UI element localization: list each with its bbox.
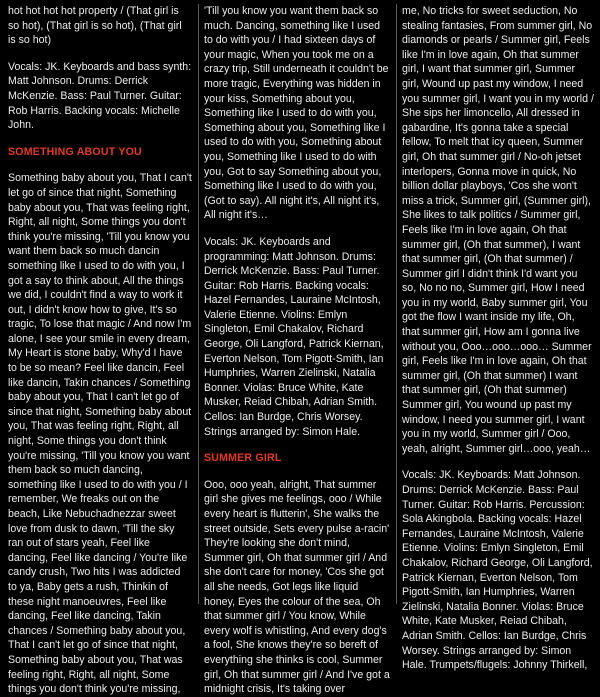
previous-song-credits: Vocals: JK. Keyboards and bass synth: Matt Johnson. Drums: Derrick McKenzie. Bass: Paul Turner. Guitar: Rob Harris. Backing vocals: Michelle John. xyxy=(8,60,192,132)
column-1 xyxy=(0,4,198,696)
column-3 xyxy=(396,4,600,672)
summer-girl-lyrics-continued: me, No tricks for sweet seduction, No stealing fantasies, From summer girl, No diamonds or pearls / Summer girl, Feels like I'm in love again, Oh that summer girl, I want that summer girl, Summer girl, Wound up past my window, I need you summer girl, I want you in my world / She sips her limoncello, All dressed in gabardine, It's gonna take a special fellow, To melt that icy queen, Summer girl, Oh that summer girl / No-oh jetset interlopers, Gonna move in quick, No billion dollar playboys, 'Cos she won't miss a trick, Summer girl, (Summer girl), She likes to talk politics / Summer girl, Feels like I'm in love again, Oh that summer girl, (Oh that summer), I want that summer girl, (Oh that summer) / Summer girl I didn't think I'd want you so, No no no, Summer girl, How I need you in my world, Baby summer girl, You got the flow I want inside my life, Oh, that summer girl, How am I gonna live without you, Ooo…ooo…ooo… Summer girl, Feels like I'm in love again, Oh that summer girl, (Oh that summer) I want that summer girl, (Oh that summer) Summer girl, You wound up past my window, I need you summer girl, I want you in my world, Summer girl / Ooo, yeah, alright, Summer girl…ooo, yeah… xyxy=(402,5,594,455)
column-divider xyxy=(396,4,397,604)
something-about-you-lyrics: Something baby about you, That I can't let go of since that night, Something baby about you, That was feeling right, Right, all night, Some things you don't think you're missing, 'Till you know you want them back so much dancin something like I used to do with you, I got a say to think about, All the things we did, I couldn't find a way to work it out, I didn't know how to give, It's so tragic, To lose that magic / And now I'm alone, I see your smile in every dream, My Heart is stone baby, Why'd I have to be so mean? Feel like dancin, Feel like dancin, Takin chances / Something baby about you, That I can't let go of since that night, Something baby about you, That was feeling right, Right, all night, Some things you don't think you're missing, 'Till you know you want them back so much dancing, something like I used to do with you / I remember, We freaks out on the beach, Like Nebuchadnezzar sweet love from dusk to dawn, 'Till the sky ran out of stars yeah, Feel like dancing, Feel like dancing / You're like candy crush, Two hits I was addicted to ya, Baby gets a rush, Thinkin of these night manoeuvres, Feel like dancing, Feel like dancing, Takin chances / Something baby about you, That I can't let go of since that night, Something baby about you, That was feeling right, Right, all night, Some things you don't think you're missing, xyxy=(8,172,192,696)
something-about-you-credits: Vocals: JK. Keyboards and programming: Matt Johnson. Drums: Derrick McKenzie. Bass: Paul Turner. Guitar: Rob Harris. Backing vocals: Hazel Fernandes, Lauraine McIntosh, Valerie Etienne. Violins: Emlyn Singleton, Emil Chakalov, Richard George, Oli Langford, Patrick Kiernan, Everton Nelson, Tom Pigott-Smith, Ian Humphries, Warren Zielinski, Natalia Bonner. Violas: Bruce White, Kate Musker, Reiad Chibah, Adrian Smith. Cellos: Ian Burdge, Chris Worsey. Strings arranged by: Simon Hale. xyxy=(204,235,384,438)
column-divider xyxy=(198,4,199,604)
summer-girl-credits: Vocals: JK. Keyboards: Matt Johnson. Drums: Derrick McKenzie. Bass: Paul Turner. Guitar: Rob Harris. Percussion: Sola Akingbola. Backing vocals: Hazel Fernandes, Lauraine McIntosh, Valerie Etienne. Violins: Emlyn Singleton, Emil Chakalov, Richard George, Oli Langford, Patrick Kiernan, Everton Nelson, Tom Pigott-Smith, Ian Humphries, Warren Zielinski, Natalia Bonner. Violas: Bruce White, Kate Musker, Reiad Chibah, Adrian Smith. Cellos: Ian Burdge, Chris Worsey. Strings arranged by: Simon Hale. Trumpets/flugels: Johnny Thirkell, xyxy=(402,469,593,672)
something-about-you-lyrics-continued: 'Till you know you want them back so much. Dancing, something like I used to do with you / I had sixteen days of your magic, When you took me on a crazy trip, Still underneath it couldn't be more tragic, Everything was hidden in your kiss, Something about you, Something like I used to do with you, Something about you, Something like I used to do with you, Something about you, Something like I used to do with you, Got to say Something about you, Something like I used to do with you, (Got to say). All night it's, All night it's, All night it's… xyxy=(204,5,389,222)
previous-song-lyrics-tail: hot hot hot hot property / (That girl is so hot), (That girl is so hot), (That girl is so hot) xyxy=(8,5,182,47)
summer-girl-lyrics: Ooo, ooo yeah, alright, That summer girl she gives me feelings, ooo / While every heart is flutterin', She walks the street outside, Sets every pulse a-racin' They're looking she don't mind, Summer girl, Oh that summer girl / And she don't care for money, 'Cos she got all she needs, Got legs like liquid honey, Eyes the colour of the sea, Oh that summer girl / You know, While every wolf is whistling, And every dog's a fool, She knows they're so bereft of everything she thinks is cool, Summer girl, Oh that summer girl / And I've got a midnight crisis, It's taking over xyxy=(204,478,390,696)
song-title-summer-girl: SUMMER GIRL xyxy=(204,452,282,465)
column-2 xyxy=(198,4,396,696)
song-title-something-about-you: SOMETHING ABOUT YOU xyxy=(8,145,142,158)
